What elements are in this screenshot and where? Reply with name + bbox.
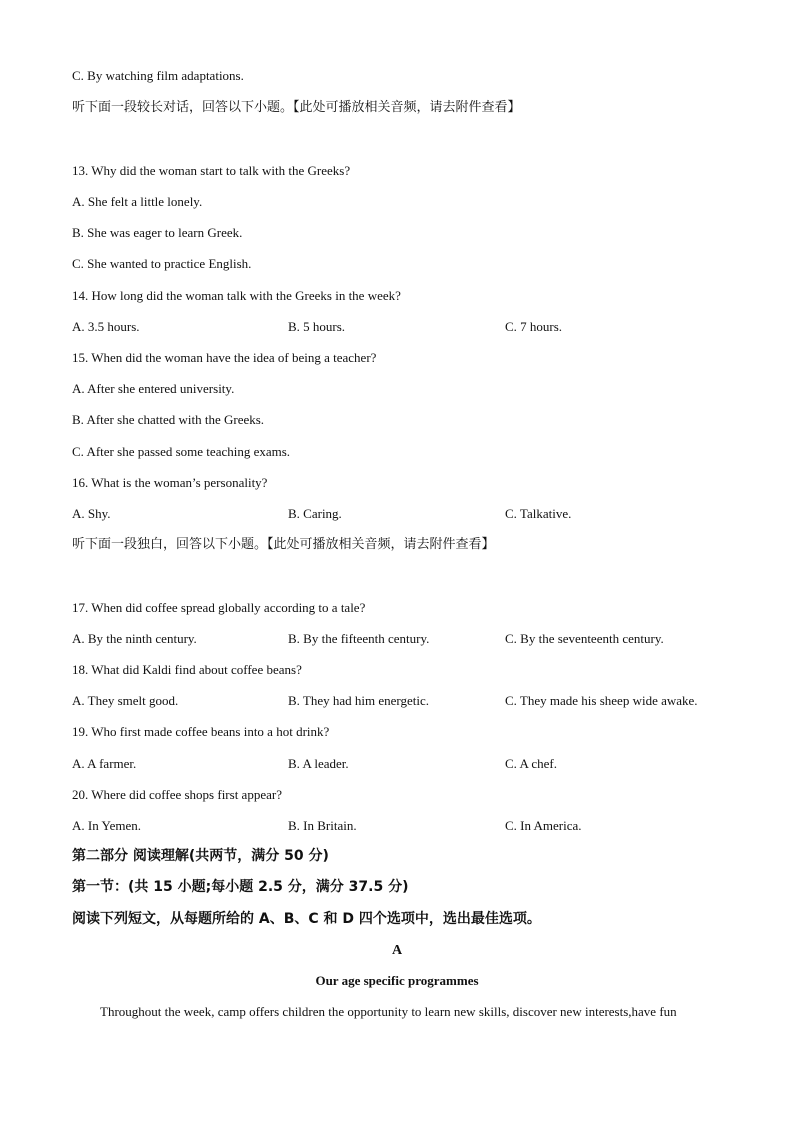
question-14-option-a: A. 3.5 hours. (72, 319, 140, 334)
question-14-option-b: B. 5 hours. (288, 319, 346, 334)
question-18: 18. What did Kaldi find about coffee beans? (72, 662, 302, 677)
section-one-heading: 第一节：(共 15 小题;每小题 2.5 分，满分 37.5 分) (72, 879, 409, 895)
question-16: 16. What is the woman’s personality? (72, 475, 268, 490)
question-20-option-b: B. In Britain. (288, 818, 357, 833)
listening-instruction-monologue: 听下面一段独白，回答以下小题。【此处可播放相关音频，请去附件查看】 (72, 537, 495, 552)
question-17-option-c: C. By the seventeenth century. (505, 631, 664, 646)
question-19-options (72, 756, 752, 772)
question-20: 20. Where did coffee shops first appear? (72, 787, 282, 802)
question-19-option-b: B. A leader. (288, 756, 349, 771)
question-14-option-c: C. 7 hours. (505, 319, 563, 334)
question-15-option-b: B. After she chatted with the Greeks. (72, 412, 265, 427)
question-13-option-c: C. She wanted to practice English. (72, 256, 252, 271)
question-14: 14. How long did the woman talk with the Greeks in the week? (72, 288, 401, 303)
listening-instruction-dialogue: 听下面一段较长对话，回答以下小题。【此处可播放相关音频，请去附件查看】 (72, 100, 521, 115)
question-15-option-c: C. After she passed some teaching exams. (72, 444, 291, 459)
question-17-option-a: A. By the ninth century. (72, 631, 197, 646)
question-13: 13. Why did the woman start to talk with the Greeks? (72, 163, 351, 178)
question-18-option-b: B. They had him energetic. (288, 693, 430, 708)
question-16-option-b: B. Caring. (288, 506, 342, 521)
reading-instruction: 阅读下列短文，从每题所给的 A、B、C 和 D 四个选项中，选出最佳选项。 (72, 911, 541, 927)
passage-title: Our age specific programmes (315, 973, 479, 988)
question-20-option-a: A. In Yemen. (72, 818, 141, 833)
question-18-option-a: A. They smelt good. (72, 693, 179, 708)
passage-letter: A (391, 943, 403, 958)
question-18-options (72, 693, 752, 709)
question-16-option-a: A. Shy. (72, 506, 111, 521)
question-18-option-c: C. They made his sheep wide awake. (505, 693, 698, 708)
question-19: 19. Who first made coffee beans into a hot drink? (72, 724, 330, 739)
question-15: 15. When did the woman have the idea of being a teacher? (72, 350, 377, 365)
question-17-options (72, 631, 752, 647)
question-20-options (72, 818, 752, 834)
passage-text: Throughout the week, camp offers children the opportunity to learn new skills, discover new interests,have fun (100, 1004, 677, 1019)
question-15-option-a: A. After she entered university. (72, 381, 235, 396)
question-16-option-c: C. Talkative. (505, 506, 572, 521)
option-c-film: C. By watching film adaptations. (72, 68, 244, 83)
part-two-heading: 第二部分 阅读理解(共两节，满分 50 分) (72, 848, 329, 864)
question-13-option-b: B. She was eager to learn Greek. (72, 225, 243, 240)
question-19-option-c: C. A chef. (505, 756, 557, 771)
question-17-option-b: B. By the fifteenth century. (288, 631, 430, 646)
question-16-options (72, 506, 752, 522)
question-13-option-a: A. She felt a little lonely. (72, 194, 203, 209)
question-17: 17. When did coffee spread globally according to a tale? (72, 600, 366, 615)
question-19-option-a: A. A farmer. (72, 756, 137, 771)
question-20-option-c: C. In America. (505, 818, 582, 833)
question-14-options (72, 319, 752, 335)
